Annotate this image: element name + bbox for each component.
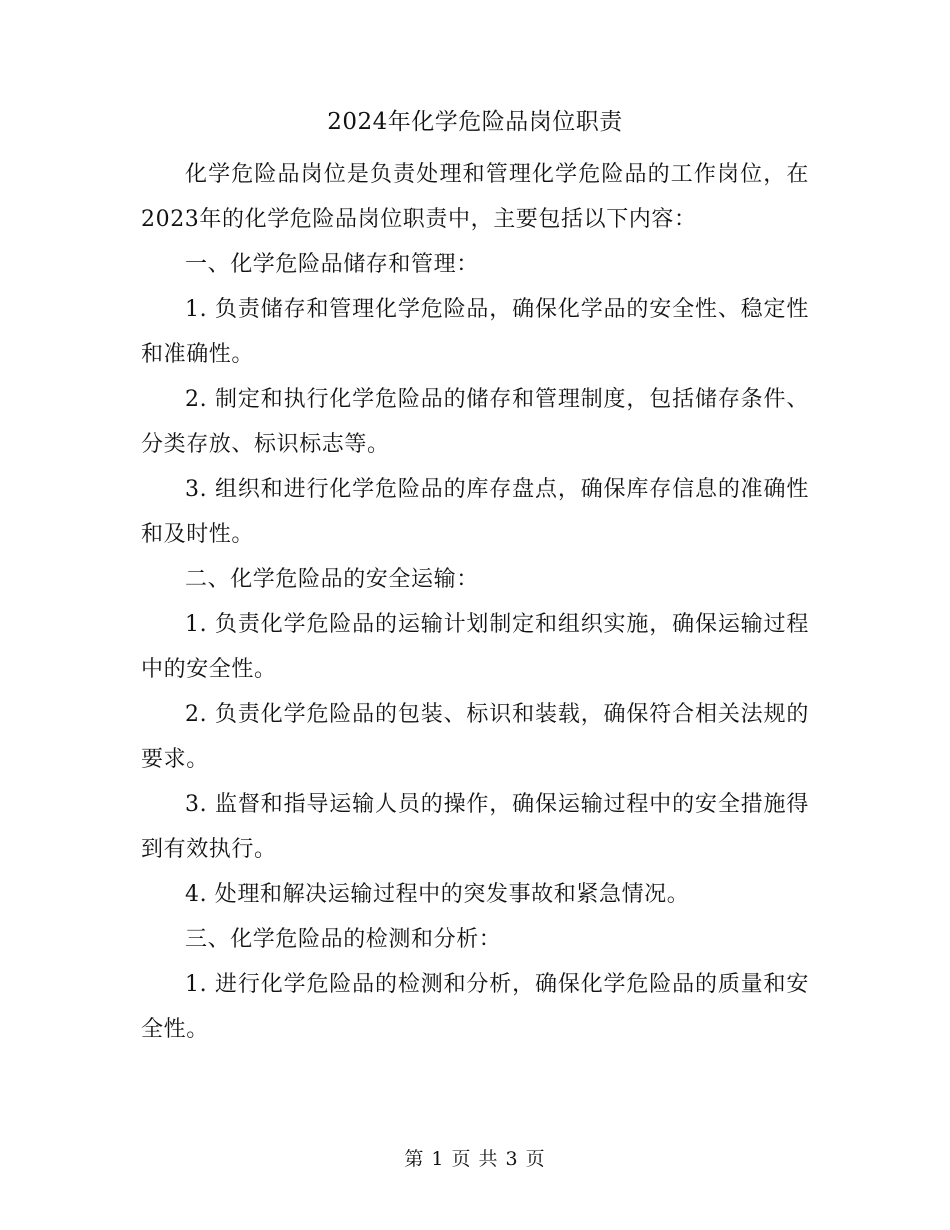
section-heading-storage: 一、化学危险品储存和管理：	[185, 252, 479, 277]
document-title: 2024年化学危险品岗位职责	[327, 109, 623, 135]
paragraph-transport-4: 4. 处理和解决运输过程中的突发事故和紧急情况。	[185, 882, 690, 907]
paragraph-transport-3: 3. 监督和指导运输人员的操作，确保运输过程中的安全措施得到有效执行。	[141, 792, 809, 862]
paragraph-storage-3: 3. 组织和进行化学危险品的库存盘点，确保库存信息的准确性和及时性。	[141, 477, 809, 547]
section-heading-transport: 二、化学危险品的安全运输：	[185, 567, 479, 592]
paragraph-transport-1: 1. 负责化学危险品的运输计划制定和组织实施，确保运输过程中的安全性。	[141, 612, 809, 682]
paragraph-intro: 化学危险品岗位是负责处理和管理化学危险品的工作岗位，在2023年的化学危险品岗位职责中，主要包括以下内容：	[141, 162, 809, 232]
section-heading-testing: 三、化学危险品的检测和分析：	[185, 927, 502, 952]
paragraph-testing-1: 1. 进行化学危险品的检测和分析，确保化学危险品的质量和安全性。	[141, 972, 809, 1042]
page-number-footer: 第 1 页 共 3 页	[404, 1148, 546, 1170]
paragraph-storage-1: 1. 负责储存和管理化学危险品，确保化学品的安全性、稳定性和准确性。	[141, 297, 809, 367]
paragraph-transport-2: 2. 负责化学危险品的包装、标识和装载，确保符合相关法规的要求。	[141, 702, 809, 772]
paragraph-storage-2: 2. 制定和执行化学危险品的储存和管理制度，包括储存条件、分类存放、标识标志等。	[141, 387, 809, 457]
document-body	[141, 152, 809, 1052]
